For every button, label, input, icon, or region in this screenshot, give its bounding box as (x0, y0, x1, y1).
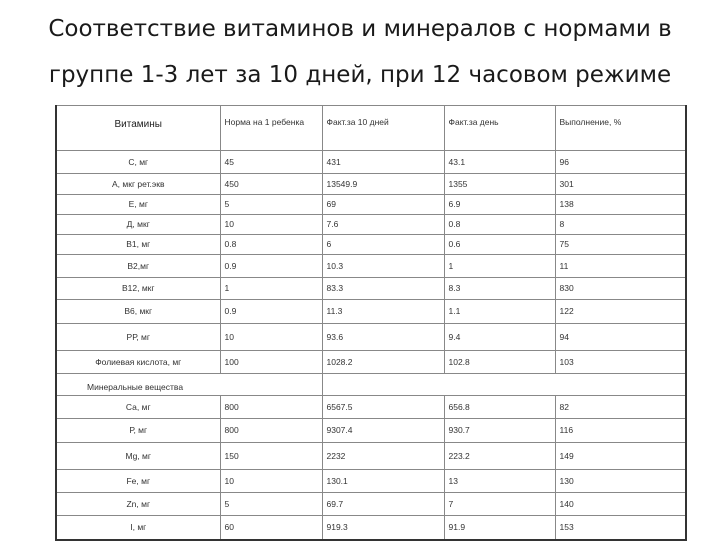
cell-norm: 10 (220, 470, 322, 493)
cell-fact-10-days: 9307.4 (322, 419, 444, 443)
cell-completion: 138 (555, 195, 686, 215)
cell-name: Mg, мг (56, 443, 220, 470)
section-label-minerals: Минеральные вещества (56, 374, 322, 396)
vitamins-minerals-table (55, 105, 687, 541)
cell-norm: 45 (220, 151, 322, 174)
header-cell-fact-per-day: Факт.за день (444, 106, 555, 151)
cell-name: С, мг (56, 151, 220, 174)
cell-completion: 82 (555, 396, 686, 419)
cell-fact-per-day: 656.8 (444, 396, 555, 419)
section-row-minerals (56, 374, 686, 396)
cell-completion: 830 (555, 278, 686, 300)
cell-fact-per-day: 7 (444, 493, 555, 516)
table-row (56, 174, 686, 195)
cell-norm: 800 (220, 396, 322, 419)
cell-name: I, мг (56, 516, 220, 540)
cell-fact-per-day: 13 (444, 470, 555, 493)
cell-fact-10-days: 11.3 (322, 300, 444, 324)
cell-fact-per-day: 930.7 (444, 419, 555, 443)
cell-norm: 100 (220, 351, 322, 374)
table-row (56, 151, 686, 174)
cell-completion: 75 (555, 235, 686, 255)
cell-name: Д, мкг (56, 215, 220, 235)
cell-fact-per-day: 223.2 (444, 443, 555, 470)
cell-fact-10-days: 69 (322, 195, 444, 215)
table-row (56, 516, 686, 540)
cell-completion: 301 (555, 174, 686, 195)
cell-fact-10-days: 431 (322, 151, 444, 174)
cell-fact-per-day: 0.6 (444, 235, 555, 255)
cell-norm: 450 (220, 174, 322, 195)
cell-fact-10-days: 919.3 (322, 516, 444, 540)
table-row (56, 195, 686, 215)
cell-name: Е, мг (56, 195, 220, 215)
cell-name: А, мкг рет.экв (56, 174, 220, 195)
table-row (56, 215, 686, 235)
cell-norm: 5 (220, 493, 322, 516)
cell-completion: 103 (555, 351, 686, 374)
cell-name: В1, мг (56, 235, 220, 255)
table-row (56, 300, 686, 324)
cell-name: Фолиевая кислота, мг (56, 351, 220, 374)
cell-completion: 130 (555, 470, 686, 493)
cell-fact-10-days: 2232 (322, 443, 444, 470)
header-cell-norm: Норма на 1 ребенка (220, 106, 322, 151)
header-cell-fact-10-days: Факт.за 10 дней (322, 106, 444, 151)
table-row (56, 278, 686, 300)
cell-fact-per-day: 1.1 (444, 300, 555, 324)
cell-name: РР, мг (56, 324, 220, 351)
header-cell-completion: Выполнение, % (555, 106, 686, 151)
cell-norm: 0.9 (220, 255, 322, 278)
cell-completion: 153 (555, 516, 686, 540)
cell-fact-10-days: 6 (322, 235, 444, 255)
table-row (56, 443, 686, 470)
cell-fact-10-days: 7.6 (322, 215, 444, 235)
table-row (56, 235, 686, 255)
cell-fact-per-day: 43.1 (444, 151, 555, 174)
cell-fact-10-days: 10.3 (322, 255, 444, 278)
table-row (56, 396, 686, 419)
table-row (56, 493, 686, 516)
cell-fact-10-days: 13549.9 (322, 174, 444, 195)
cell-norm: 1 (220, 278, 322, 300)
cell-fact-per-day: 91.9 (444, 516, 555, 540)
cell-fact-10-days: 69.7 (322, 493, 444, 516)
page-title-line-1: Соответствие витаминов и минералов с нормами в (48, 16, 672, 42)
cell-completion: 8 (555, 215, 686, 235)
cell-fact-10-days: 83.3 (322, 278, 444, 300)
table-header-row (56, 106, 686, 151)
cell-name: Са, мг (56, 396, 220, 419)
cell-name: Р, мг (56, 419, 220, 443)
table-row (56, 419, 686, 443)
cell-completion: 96 (555, 151, 686, 174)
cell-fact-10-days: 93.6 (322, 324, 444, 351)
table-row (56, 324, 686, 351)
cell-fact-per-day: 102.8 (444, 351, 555, 374)
cell-norm: 0.9 (220, 300, 322, 324)
cell-fact-10-days: 6567.5 (322, 396, 444, 419)
page-title-line-2: группе 1-3 лет за 10 дней, при 12 часовом режиме (48, 62, 672, 88)
section-blank-cell (322, 374, 686, 396)
cell-completion: 11 (555, 255, 686, 278)
cell-completion: 94 (555, 324, 686, 351)
table-row (56, 255, 686, 278)
header-cell-name: Витамины (56, 106, 220, 151)
cell-fact-per-day: 6.9 (444, 195, 555, 215)
cell-norm: 60 (220, 516, 322, 540)
cell-name: В2,мг (56, 255, 220, 278)
cell-name: Zn, мг (56, 493, 220, 516)
cell-norm: 800 (220, 419, 322, 443)
cell-completion: 140 (555, 493, 686, 516)
cell-completion: 116 (555, 419, 686, 443)
cell-completion: 149 (555, 443, 686, 470)
cell-norm: 10 (220, 324, 322, 351)
cell-norm: 10 (220, 215, 322, 235)
cell-norm: 5 (220, 195, 322, 215)
cell-fact-per-day: 8.3 (444, 278, 555, 300)
table-row (56, 351, 686, 374)
cell-fact-10-days: 1028.2 (322, 351, 444, 374)
cell-name: Fe, мг (56, 470, 220, 493)
cell-fact-per-day: 0.8 (444, 215, 555, 235)
cell-fact-10-days: 130.1 (322, 470, 444, 493)
table-row (56, 470, 686, 493)
cell-name: В12, мкг (56, 278, 220, 300)
cell-norm: 0.8 (220, 235, 322, 255)
cell-name: В6, мкг (56, 300, 220, 324)
cell-norm: 150 (220, 443, 322, 470)
cell-fact-per-day: 1355 (444, 174, 555, 195)
cell-fact-per-day: 1 (444, 255, 555, 278)
cell-fact-per-day: 9.4 (444, 324, 555, 351)
cell-completion: 122 (555, 300, 686, 324)
